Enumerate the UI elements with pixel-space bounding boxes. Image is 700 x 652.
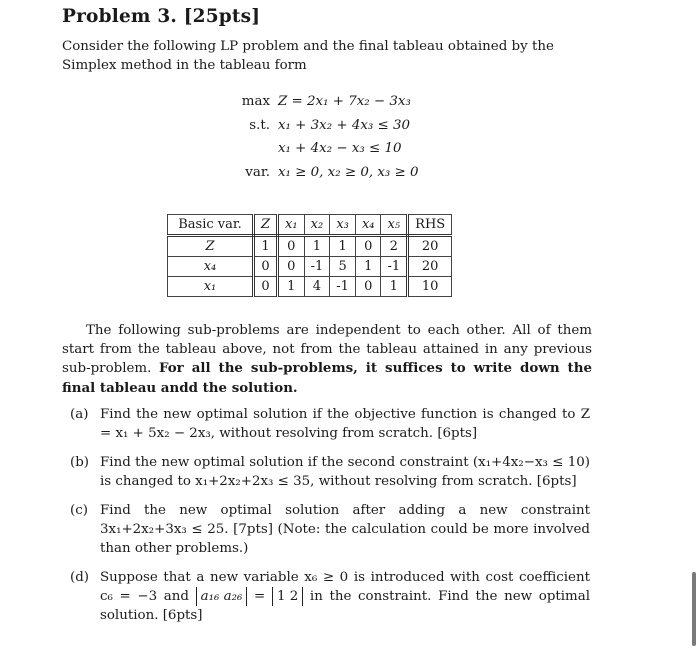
tableau-cell: x₄ (168, 257, 254, 277)
instructions-bold: For all the sub-problems, it suffices to write down the final tableau andd the solution. (62, 360, 592, 396)
instructions-text: The following sub-problems are independent to each other. All of them start from the tableau above, not from the tableau attained in any previous sub-problem. (62, 323, 592, 377)
subproblem-text: Find the new optimal solution after adding a new constraint 3x₁+2x₂+3x₃ ≤ 25. [7pts] (Note: the calculation could be more involved than other problems.) (100, 503, 590, 556)
lp-constraint-row-1 (230, 114, 419, 138)
lp-objective-row (230, 90, 419, 114)
subproblem-c (70, 501, 590, 558)
tableau-cell: -1 (330, 277, 356, 297)
lp-constraint-2: x₁ + 4x₂ − x₃ ≤ 10 (278, 141, 402, 156)
tableau-header: x₁ (278, 215, 305, 236)
tableau-cell: 0 (355, 277, 381, 297)
tableau-cell: 1 (355, 257, 381, 277)
subproblem-a (70, 405, 590, 443)
tableau-header: x₅ (381, 215, 408, 236)
tableau-cell: 1 (254, 236, 278, 257)
subproblem-b (70, 453, 590, 491)
tableau-cell: x₁ (168, 277, 254, 297)
subproblem-label: (d) (70, 570, 90, 585)
lp-constraint-row-2 (230, 137, 419, 161)
tableau-header: Z (254, 215, 278, 236)
tableau-header: Basic var. (168, 215, 254, 236)
tableau-cell: 4 (304, 277, 330, 297)
tableau-cell: 20 (408, 257, 452, 277)
tableau-row (168, 277, 452, 297)
tableau-cell: 1 (381, 277, 408, 297)
simplex-tableau (167, 214, 452, 297)
subproblem-label: (a) (70, 407, 89, 422)
tableau-cell: 0 (355, 236, 381, 257)
tableau-cell: -1 (381, 257, 408, 277)
problem-title: Problem 3. [25pts] (62, 6, 261, 27)
tableau-cell: 1 (304, 236, 330, 257)
lp-constraint-1: x₁ + 3x₂ + 4x₃ ≤ 30 (278, 117, 411, 133)
tableau-row (168, 257, 452, 277)
problem-intro: Consider the following LP problem and the final tableau obtained by the Simplex method in the tableau form (62, 39, 554, 73)
instructions-paragraph (62, 321, 592, 398)
tableau-cell: 5 (330, 257, 356, 277)
tableau-cell: Z (168, 236, 254, 257)
tableau-cell: 20 (408, 236, 452, 257)
subproblem-list (70, 405, 590, 635)
equals-sign: = (254, 589, 266, 604)
max-label: max (241, 94, 270, 109)
tableau-cell: 1 (278, 277, 305, 297)
subproblem-text: Find the new optimal solution if the second constraint (x₁+4x₂−x₃ ≤ 10) is changed to x₁+2x₂+2x₃ ≤ 35, without resolving from scratch. [6pts] (100, 455, 590, 489)
tableau-header: RHS (408, 215, 452, 236)
tableau-cell: 0 (278, 236, 305, 257)
tableau-cell: 2 (381, 236, 408, 257)
tableau-cell: 0 (254, 257, 278, 277)
coefficient-vector: a₁₆ a₂₆ (196, 587, 248, 606)
subproblem-text: Find the new optimal solution if the objective function is changed to Z = x₁ + 5x₂ − 2x₃, without resolving from scratch. [6pts] (100, 407, 590, 441)
lp-nonneg: x₁ ≥ 0, x₂ ≥ 0, x₃ ≥ 0 (278, 164, 419, 180)
tableau-header: x₄ (355, 215, 381, 236)
subproblem-text-2: in the constraint. Find the new optimal solution. [6pts] (100, 589, 591, 623)
lp-objective: Z = 2x₁ + 7x₂ − 3x₃ (278, 94, 411, 109)
subproblem-d (70, 568, 590, 625)
scrollbar-thumb[interactable] (692, 572, 696, 646)
value-vector: 1 2 (272, 587, 303, 606)
lp-formulation (230, 90, 419, 184)
tableau-header-row (168, 215, 452, 236)
st-label: s.t. (249, 117, 270, 133)
tableau-row (168, 236, 452, 257)
subproblem-label: (b) (70, 455, 90, 470)
lp-nonneg-row (230, 161, 419, 185)
subproblem-text: Suppose that a new variable x₆ ≥ 0 is introduced with cost coefficient c₆ = −3 and (100, 570, 590, 604)
subproblem-label: (c) (70, 503, 88, 518)
tableau-cell: 0 (254, 277, 278, 297)
tableau-cell: 10 (408, 277, 452, 297)
tableau-cell: -1 (304, 257, 330, 277)
var-label: var. (245, 164, 270, 180)
tableau-cell: 1 (330, 236, 356, 257)
tableau-cell: 0 (278, 257, 305, 277)
tableau-header: x₃ (330, 215, 356, 236)
tableau-header: x₂ (304, 215, 330, 236)
